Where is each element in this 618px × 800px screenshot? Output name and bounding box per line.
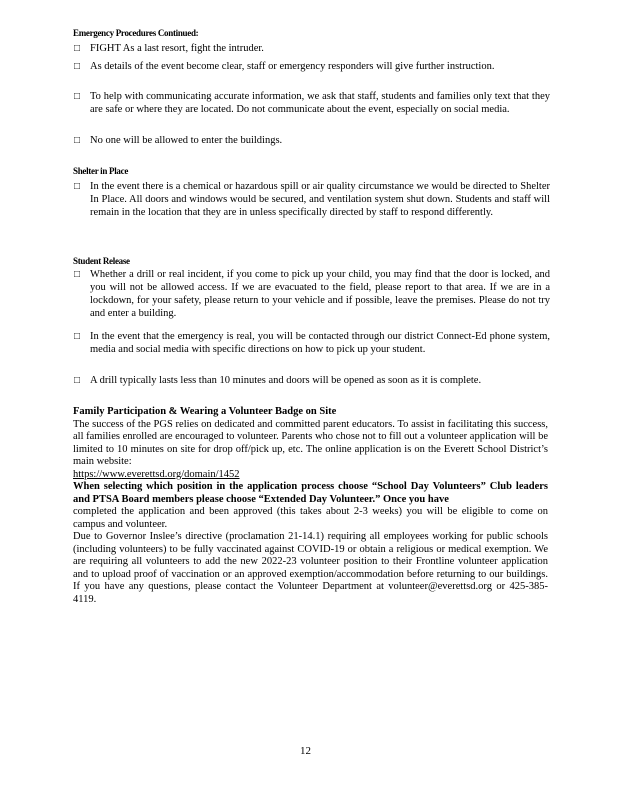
list-item: In the event there is a chemical or hazardous spill or air quality circumstance we would be directed to Shelter In Place. All doors and windows would be secured, and ventilation system shut down. Students and staff will remain in the location that they are in unless specifically directed by staff to respond differently. <box>90 181 550 218</box>
volunteer-application-link[interactable]: https://www.everettsd.org/domain/1452 <box>73 468 240 480</box>
list-item: FIGHT As a last resort, fight the intruder. <box>90 43 264 54</box>
bullet-icon: □ <box>74 43 81 54</box>
family-paragraph-1: The success of the PGS relies on dedicated and committed parent educators. To assist in facilitating this success, all families enrolled are encouraged to volunteer. Parents who chose not to fill out a volunteer application will be limited to 10 minutes on site for drop off/pick up, etc. The online application is on the Everett School District’s main website: <box>73 418 548 467</box>
bullet-icon: □ <box>74 181 81 192</box>
bullet-icon: □ <box>74 61 81 72</box>
family-paragraph-2: completed the application and been approved (this takes about 2-3 weeks) you will be eligible to come on campus and volunteer. <box>73 506 548 530</box>
bullet-icon: □ <box>74 331 81 342</box>
bullet-icon: □ <box>74 135 81 146</box>
list-item: To help with communicating accurate information, we ask that staff, students and families only text that they are safe or where they are located. Do not communicate about the event, especially on social media. <box>90 91 550 115</box>
family-paragraph-3: Due to Governor Inslee’s directive (proclamation 21-14.1) requiring all employees working for public schools (including volunteers) to be fully vaccinated against COVID-19 or obtain a religious or medical exemption. We are requiring all volunteers to add the new 2022-23 volunteer position to their Frontline volunteer application and to upload proof of vaccination or an approved exemption/accommodation before returning to our buildings. If you have any questions, please contact the Volunteer Department at volunteer@everettsd.org or 425-385-4119. <box>73 531 548 605</box>
list-item: In the event that the emergency is real, you will be contacted through our district Connect-Ed phone system, media and social media with specific directions on how to pick up your student. <box>90 331 550 355</box>
family-paragraph-2-bold: When selecting which position in the application process choose “School Day Volunteers” Club leaders and PTSA Board members please choose “Extended Day Volunteer.” Once you have <box>73 481 548 505</box>
bullet-icon: □ <box>74 375 81 386</box>
bullet-icon: □ <box>74 269 81 280</box>
bullet-icon: □ <box>74 91 81 102</box>
heading-shelter-in-place: Shelter in Place <box>73 166 129 176</box>
list-item: A drill typically lasts less than 10 minutes and doors will be opened as soon as it is complete. <box>90 375 482 386</box>
list-item: As details of the event become clear, staff or emergency responders will give further instruction. <box>90 61 495 72</box>
heading-emergency-procedures: Emergency Procedures Continued: <box>73 28 199 38</box>
page-number: 12 <box>300 745 311 757</box>
list-item: No one will be allowed to enter the buildings. <box>90 135 283 146</box>
family-participation-section <box>73 406 548 606</box>
heading-student-release: Student Release <box>73 256 130 266</box>
heading-family-participation: Family Participation & Wearing a Volunteer Badge on Site <box>73 406 337 417</box>
list-item: Whether a drill or real incident, if you come to pick up your child, you may find that the door is locked, and you will not be allowed access. If we are evacuated to the field, please report to that area. If we are in a lockdown, for your safety, please return to your vehicle and if possible, leave the premises. Please do not try and enter a building. <box>90 269 550 319</box>
